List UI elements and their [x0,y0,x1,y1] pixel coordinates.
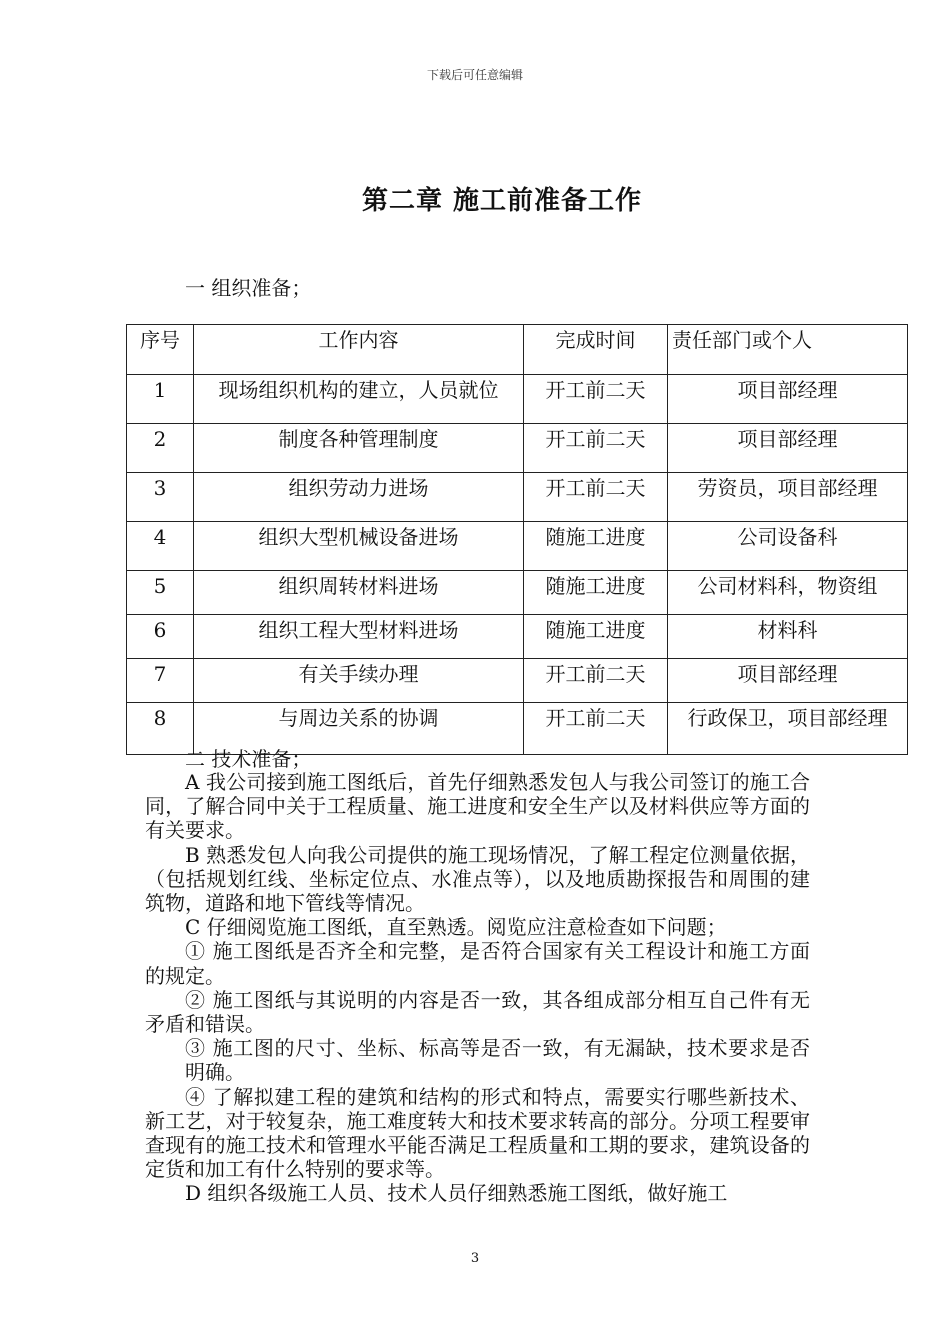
table-row [127,375,908,424]
table-cell-owner: 行政保卫，项目部经理 [668,703,908,755]
chapter-title: 第二章 施工前准备工作 [361,186,643,216]
table-cell-task: 组织大型机械设备进场 [194,522,524,571]
table-cell-owner: 劳资员，项目部经理 [668,473,908,522]
table-cell-task: 与周边关系的协调 [194,703,524,755]
table-cell-task: 组织工程大型材料进场 [194,615,524,659]
paragraph: ① 施工图纸是否齐全和完整，是否符合国家有关工程设计和施工方面的规定。 [145,939,810,988]
technical-prep-body [145,770,810,1206]
table-cell-time: 随施工进度 [524,571,668,615]
table-cell-time: 随施工进度 [524,522,668,571]
section-heading-technical: 二 技术准备； [185,747,312,771]
paragraph: C 仔细阅览施工图纸，直至熟透。阅览应注意检查如下问题； [185,915,727,940]
table-cell-index: 5 [127,571,194,615]
table-cell-owner: 材料科 [668,615,908,659]
table-cell-owner: 项目部经理 [668,424,908,473]
header-note: 下载后可任意编辑 [426,68,523,82]
paragraph: A 我公司接到施工图纸后，首先仔细熟悉发包人与我公司签订的施工合同，了解合同中关于工程质量、施工进度和安全生产以及材料供应等方面的有关要求。 [145,770,810,843]
table-cell-time: 开工前二天 [524,659,668,703]
table-row [127,424,908,473]
table-cell-owner: 项目部经理 [668,375,908,424]
table-header-cell: 完成时间 [524,325,668,375]
paragraph: D 组织各级施工人员、技术人员仔细熟悉施工图纸，做好施工 [185,1181,728,1206]
page-number: 3 [470,1251,480,1266]
paragraph: ④ 了解拟建工程的建筑和结构的形式和特点，需要实行哪些新技术、新工艺，对于较复杂，施工难度转大和技术要求转高的部分。分项工程要审查现有的施工技术和管理水平能否满足工程质量和工期的要求，建筑设备的定货和加工有什么特别的要求等。 [145,1084,810,1182]
paragraph: ③ 施工图的尺寸、坐标、标高等是否一致，有无漏缺，技术要求是否明确。 [185,1036,810,1085]
table-header-cell: 序号 [127,325,194,375]
table-cell-task: 有关手续办理 [194,659,524,703]
table-row [127,473,908,522]
table-header-row [127,325,908,375]
table-row [127,615,908,659]
table-cell-time: 开工前二天 [524,375,668,424]
table-row [127,659,908,703]
table-cell-task: 现场组织机构的建立，人员就位 [194,375,524,424]
paragraph: ② 施工图纸与其说明的内容是否一致，其各组成部分相互自己件有无矛盾和错误。 [145,987,810,1037]
table-cell-time: 开工前二天 [524,473,668,522]
table-cell-task: 组织周转材料进场 [194,571,524,615]
section-heading-organization: 一 组织准备； [185,276,312,300]
table-cell-owner: 项目部经理 [668,659,908,703]
table-cell-index: 3 [127,473,194,522]
table-cell-time: 随施工进度 [524,615,668,659]
table-cell-index: 2 [127,424,194,473]
table-cell-owner: 公司材料科，物资组 [668,571,908,615]
organization-prep-table [126,324,908,755]
table-row [127,571,908,615]
table-cell-task: 制度各种管理制度 [194,424,524,473]
table-cell-index: 7 [127,659,194,703]
paragraph: B 熟悉发包人向我公司提供的施工现场情况，了解工程定位测量依据，（包括规划红线、坐标定位点、水准点等），以及地质勘探报告和周围的建筑物，道路和地下管线等情况。 [145,842,810,916]
table-cell-time: 开工前二天 [524,703,668,755]
table-cell-time: 开工前二天 [524,424,668,473]
table-cell-index: 1 [127,375,194,424]
table-header-cell: 工作内容 [194,325,524,375]
table-cell-owner: 公司设备科 [668,522,908,571]
table-cell-index: 4 [127,522,194,571]
table-row [127,522,908,571]
table-header-cell: 责任部门或个人 [668,325,908,375]
table-cell-index: 6 [127,615,194,659]
table-cell-index: 8 [127,703,194,755]
table-cell-task: 组织劳动力进场 [194,473,524,522]
